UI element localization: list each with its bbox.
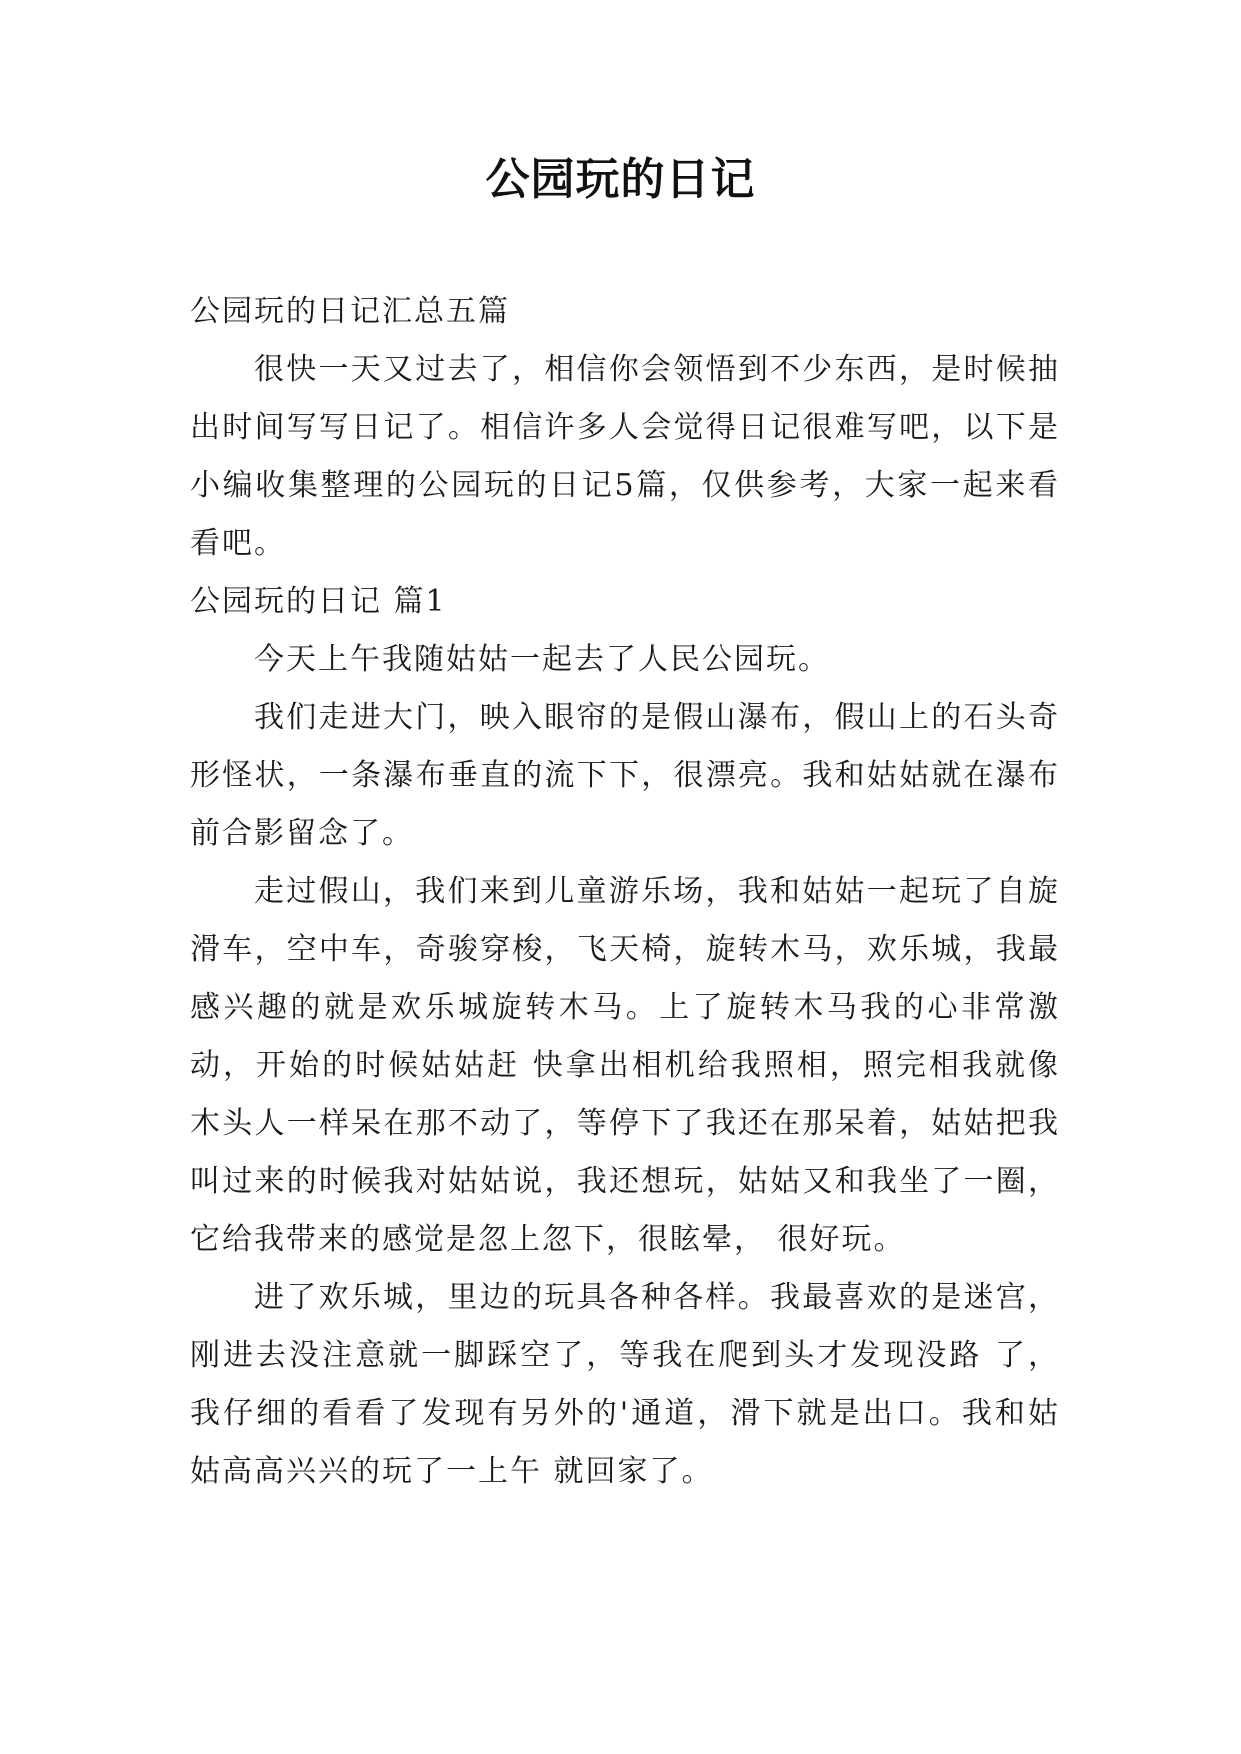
body-paragraph: 进了欢乐城，里边的玩具各种各样。我最喜欢的是迷宫，刚进去没注意就一脚踩空了，等我在爬到头才发现没路 了，我仔细的看看了发现有另外的'通道，滑下就是出口。我和姑姑高高兴兴的玩了一上午 就回家了。 (190, 1280, 1060, 1489)
document-title: 公园玩的日记 (485, 154, 756, 205)
body-paragraph: 我们走进大门，映入眼帘的是假山瀑布，假山上的石头奇形怪状，一条瀑布垂直的流下下，很漂亮。我和姑姑就在瀑布前合影留念了。 (190, 700, 1060, 851)
document-body (190, 283, 1060, 1501)
section-heading: 公园玩的日记 篇1 (190, 584, 447, 619)
body-paragraph: 今天上午我随姑姑一起去了人民公园玩。 (254, 642, 830, 677)
body-paragraph: 走过假山，我们来到儿童游乐场，我和姑姑一起玩了自旋滑车，空中车，奇骏穿梭，飞天椅，旋转木马，欢乐城，我最感兴趣的就是欢乐城旋转木马。上了旋转木马我的心非常激动，开始的时候姑姑赶 快拿出相机给我照相，照完相我就像木头人一样呆在那不动了，等停下了我还在那呆着，姑姑把我叫过来的时候我对姑姑说，我还想玩，姑姑又和我坐了一圈，它给我带来的感觉是忽上忽下，很眩晕， 很好玩。 (190, 874, 1060, 1257)
intro-paragraph: 很快一天又过去了，相信你会领悟到不少东西，是时候抽出时间写写日记了。相信许多人会觉得日记很难写吧，以下是小编收集整理的公园玩的日记5篇，仅供参考，大家一起来看看吧。 (190, 352, 1060, 561)
document-subtitle: 公园玩的日记汇总五篇 (190, 294, 510, 329)
